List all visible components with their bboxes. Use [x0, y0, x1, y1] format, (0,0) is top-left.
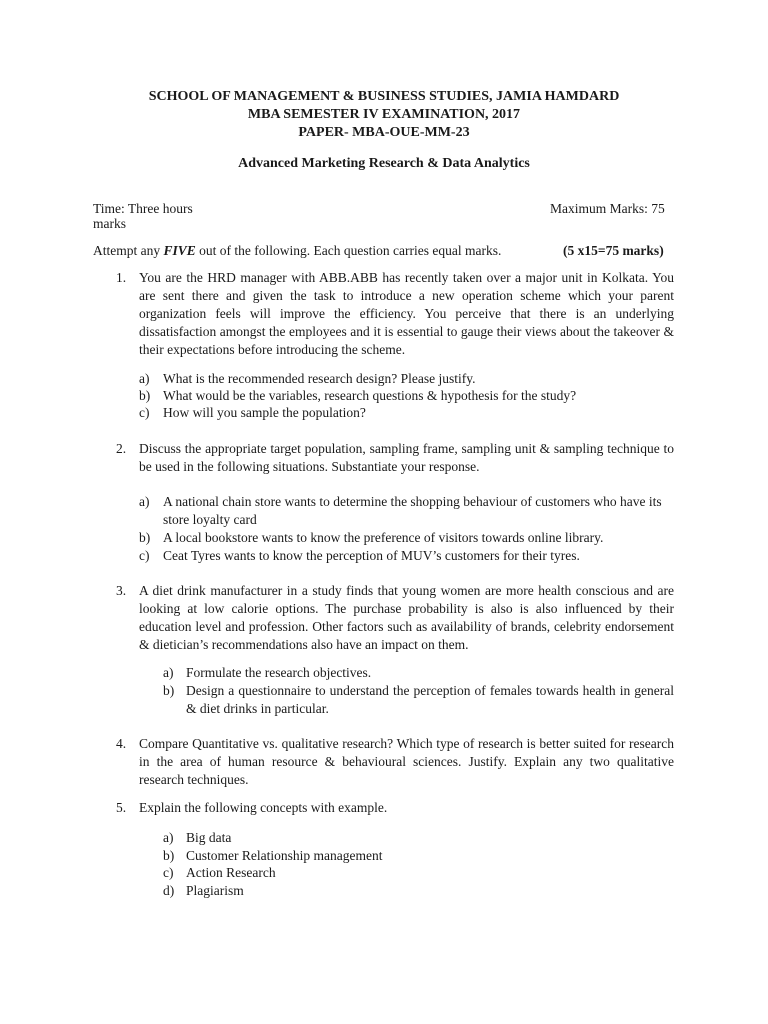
paper-code: PAPER- MBA-OUE-MM-23 — [298, 125, 470, 140]
sub-question-label: b) — [139, 530, 151, 545]
sub-question-label: b) — [139, 388, 151, 403]
sub-question-text: What would be the variables, research questions & hypothesis for the study? — [163, 388, 577, 403]
question-number: 1. — [116, 270, 127, 285]
subject-title: Advanced Marketing Research & Data Analytics — [238, 156, 530, 171]
question-number: 4. — [116, 736, 127, 751]
question-number: 2. — [116, 441, 127, 456]
sub-question-label: a) — [163, 665, 174, 680]
instruction-post: out of the following. Each question carries equal marks. — [195, 243, 502, 258]
question-text: A diet drink manufacturer in a study finds that young women are more health conscious and are looking at low calorie options. The purchase probability is also is also influenced by their education level and profession. Other factors such as availability of brands, celebrity endorsement & dietician’s recommendations also have an impact on them. — [139, 583, 688, 652]
sub-question-text: What is the recommended research design? Please justify. — [163, 371, 476, 386]
question-number: 3. — [116, 583, 127, 598]
sub-question-label: c) — [139, 548, 150, 563]
sub-question-text: Plagiarism — [186, 883, 244, 898]
sub-question-label: a) — [139, 494, 150, 509]
question-text: Compare Quantitative vs. qualitative research? Which type of research is better suited for research in the area of human resource & behavioural sciences. Justify. Explain any two qualitative research techniques. — [139, 736, 674, 787]
marks-scheme: (5 x15=75 marks) — [563, 243, 664, 258]
time-allowed: Time: Three hours — [93, 201, 193, 216]
maximum-marks: Maximum Marks: 75 — [550, 201, 665, 216]
sub-question-label: c) — [139, 405, 150, 420]
sub-question-text: Ceat Tyres wants to know the perception of MUV’s customers for their tyres. — [163, 548, 580, 563]
sub-question-label: a) — [139, 371, 150, 386]
sub-question-label: d) — [163, 883, 175, 898]
sub-question-label: a) — [163, 830, 174, 845]
sub-question-label: b) — [163, 848, 175, 863]
sub-question-label: b) — [163, 683, 175, 698]
exam-title: MBA SEMESTER IV EXAMINATION, 2017 — [247, 107, 521, 122]
instruction-line — [93, 242, 501, 260]
sub-question-text: Customer Relationship management — [186, 848, 383, 863]
question-text: Discuss the appropriate target population, sampling frame, sampling unit & sampling technique to be used in the following situations. Substantiate your response. — [139, 441, 674, 474]
question-number: 5. — [116, 800, 127, 815]
sub-question-text: How will you sample the population? — [163, 405, 366, 420]
question-text: Explain the following concepts with example. — [139, 800, 388, 815]
sub-question-text: Formulate the research objectives. — [186, 665, 372, 680]
sub-question-text: Action Research — [186, 865, 276, 880]
sub-question-text: A local bookstore wants to know the preference of visitors towards online library. — [163, 530, 604, 545]
sub-question-text: Big data — [186, 830, 232, 845]
instruction-pre: Attempt any — [93, 243, 164, 258]
sub-question-label: c) — [163, 865, 174, 880]
marks-wrap: marks — [93, 216, 126, 231]
question-text: You are the HRD manager with ABB.ABB has recently taken over a major unit in Kolkata. You are sent there and given the task to introduce a new operation scheme which your parent organization feels will improve the efficiency. You perceive that there is an underlying dissatisfaction amongst the employees and it is essential to gauge their views about the takeover & their expectations before introducing the scheme. — [139, 270, 674, 357]
school-name: SCHOOL OF MANAGEMENT & BUSINESS STUDIES, JAMIA HAMDARD — [148, 89, 620, 104]
sub-question-text: A national chain store wants to determine the shopping behaviour of customers who have its store loyalty card — [163, 494, 662, 527]
sub-question-text: Design a questionnaire to understand the perception of females towards health in general & diet drinks in particular. — [186, 683, 674, 716]
instruction-emphasis: FIVE — [163, 243, 196, 258]
